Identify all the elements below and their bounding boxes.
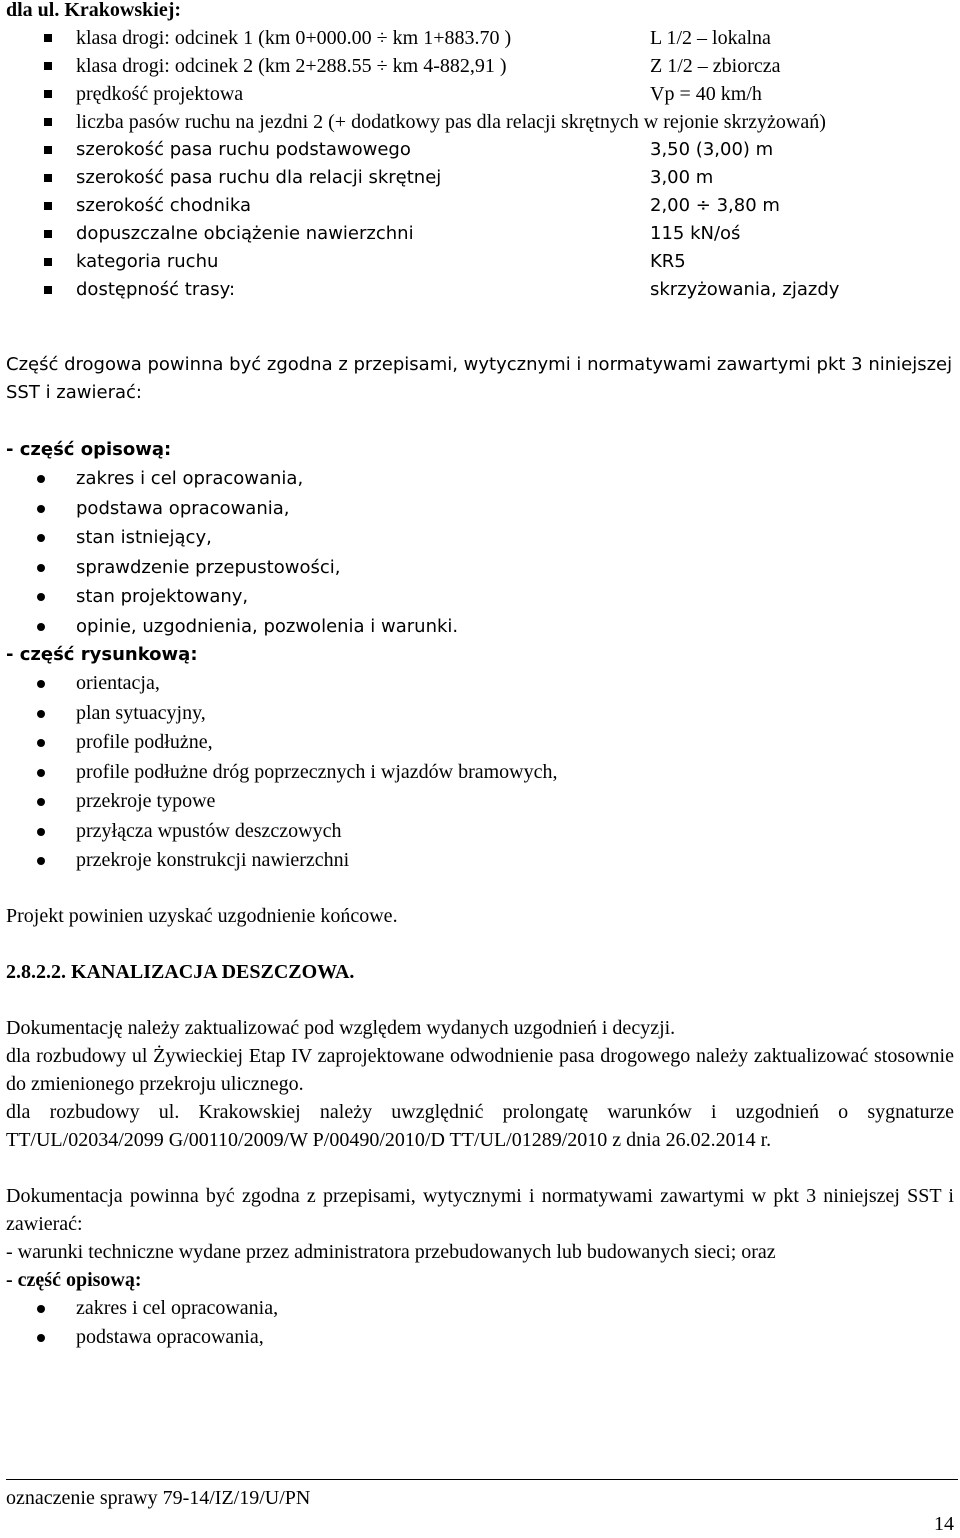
list-item: zakres i cel opracowania, (6, 1294, 954, 1324)
case-reference: oznaczenie sprawy 79-14/IZ/19/U/PN (6, 1487, 311, 1509)
approval-paragraph: Projekt powinien uzyskać uzgodnienie końcowe. (6, 904, 398, 927)
list-item: stan istniejący, (6, 523, 954, 553)
road-part-paragraph: Część drogowa powinna być zgodna z przepisami, wytycznymi i normatywami zawartymi pkt 3 niniejszej SST i zawierać: (6, 354, 953, 403)
paragraph: dla rozbudowy ul. Krakowskiej należy uwzględnić prolongatę warunków i uzgodnień o sygnaturze TT/UL/02034/2099 G/00110/2009/W P/00490/2010/D TT/UL/01289/2010 z dnia 26.02.2014 r. (6, 1100, 954, 1151)
list-item (6, 220, 954, 248)
param-label: dopuszczalne obciążenie nawierzchni (76, 223, 414, 244)
list-item: orientacja, (6, 669, 954, 699)
list-item: podstawa opracowania, (6, 1323, 954, 1353)
list-item: opinie, uzgodnienia, pozwolenia i warunki. (6, 612, 954, 642)
road-parameters-list-2 (6, 136, 954, 304)
paragraph: dla rozbudowy ul Żywieckiej Etap IV zaprojektowane odwodnienie pasa drogowego należy zaktualizować stosownie do zmienionego przekroju ulicznego. (6, 1044, 954, 1095)
param-label: liczba pasów ruchu na jezdni 2 (+ dodatkowy pas dla relacji skrętnych w rejonie skrzyżowań) (76, 111, 826, 133)
list-item: przekroje typowe (6, 787, 954, 817)
param-label: szerokość chodnika (76, 195, 251, 216)
param-value: skrzyżowania, zjazdy (650, 279, 840, 300)
footer-divider (6, 1479, 958, 1480)
list-item: stan projektowany, (6, 582, 954, 612)
param-value: 3,50 (3,00) m (650, 139, 774, 160)
drawing-part-list (6, 669, 954, 876)
document-page (6, 0, 954, 1353)
param-label: klasa drogi: odcinek 1 (km 0+000.00 ÷ km 1+883.70 ) (76, 27, 512, 49)
descriptive-part-heading-2: - część opisową: (6, 1268, 142, 1291)
list-item (6, 248, 954, 276)
list-item: przekroje konstrukcji nawierzchni (6, 846, 954, 876)
param-label: kategoria ruchu (76, 251, 219, 272)
list-item (6, 192, 954, 220)
list-item (6, 164, 954, 192)
list-item (6, 24, 954, 52)
list-item (6, 80, 954, 108)
list-item: plan sytuacyjny, (6, 699, 954, 729)
param-value: KR5 (650, 251, 686, 272)
param-value: 3,00 m (650, 167, 714, 188)
list-item: sprawdzenie przepustowości, (6, 553, 954, 583)
section-heading-kanalizacja: 2.8.2.2. KANALIZACJA DESZCZOWA. (6, 960, 355, 983)
param-label: klasa drogi: odcinek 2 (km 2+288.55 ÷ km 4-882,91 ) (76, 55, 507, 77)
list-item (6, 276, 954, 304)
paragraph: Dokumentacja powinna być zgodna z przepisami, wytycznymi i normatywami zawartymi w pkt 3 niniejszej SST i zawierać: (6, 1184, 954, 1235)
param-label: szerokość pasa ruchu podstawowego (76, 139, 411, 160)
param-value: 115 kN/oś (650, 223, 741, 244)
page-number: 14 (934, 1513, 954, 1535)
param-value: 2,00 ÷ 3,80 m (650, 195, 780, 216)
paragraph: Dokumentację należy zaktualizować pod względem wydanych uzgodnień i decyzji. (6, 1016, 676, 1039)
descriptive-part-heading: - część opisową: (6, 439, 172, 460)
list-item: przyłącza wpustów deszczowych (6, 817, 954, 847)
param-label: prędkość projektowa (76, 83, 244, 105)
list-item: podstawa opracowania, (6, 494, 954, 524)
section-heading-krakowskiej: dla ul. Krakowskiej: (6, 0, 182, 21)
list-item (6, 136, 954, 164)
list-item: profile podłużne dróg poprzecznych i wjazdów bramowych, (6, 758, 954, 788)
param-value: L 1/2 – lokalna (650, 27, 771, 49)
descriptive-part-list (6, 464, 954, 641)
param-label: szerokość pasa ruchu dla relacji skrętnej (76, 167, 442, 188)
road-parameters-list (6, 24, 954, 136)
list-item (6, 52, 954, 80)
paragraph: - warunki techniczne wydane przez administratora przebudowanych lub budowanych sieci; oraz (6, 1240, 776, 1263)
param-value: Vp = 40 km/h (650, 83, 762, 105)
descriptive-part-list-2 (6, 1294, 954, 1353)
list-item: zakres i cel opracowania, (6, 464, 954, 494)
param-label: dostępność trasy: (76, 279, 236, 300)
list-item (6, 108, 954, 136)
list-item: profile podłużne, (6, 728, 954, 758)
drawing-part-heading: - część rysunkową: (6, 644, 198, 665)
param-value: Z 1/2 – zbiorcza (650, 55, 781, 77)
